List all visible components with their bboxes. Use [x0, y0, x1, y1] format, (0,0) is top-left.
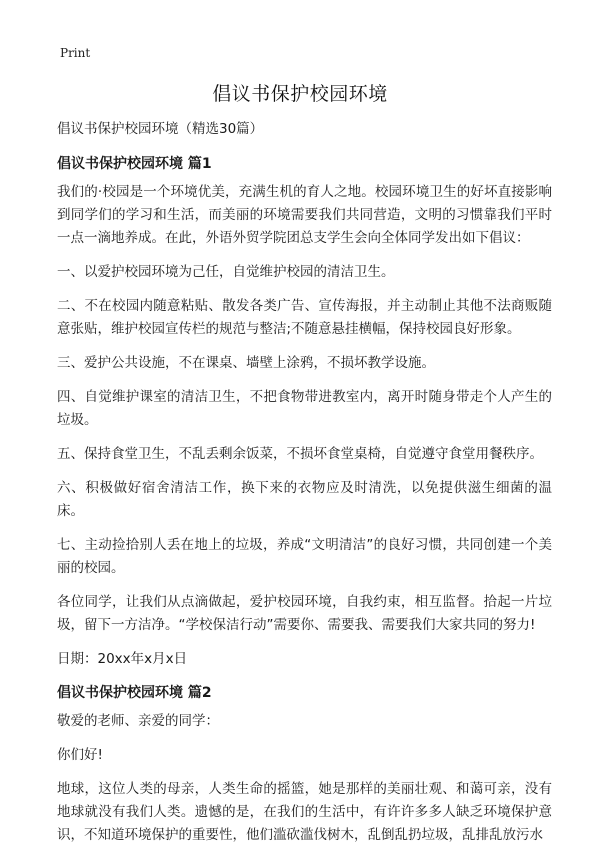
- paragraph-item-1: 一、以爱护校园环境为己任，自觉维护校园的清洁卫生。: [57, 264, 395, 280]
- paragraph-closing: 各位同学，让我们从点滴做起，爱护校园环境，自我约束，相互监督。拾起一片垃圾，留下一方洁净。“学校保洁行动”需要你、需要我、需要我们大家共同的努力!: [57, 594, 552, 633]
- print-label: Print: [60, 46, 91, 60]
- paragraph-date: 日期：20xx年x月x日: [57, 651, 188, 667]
- paragraph-intro: 我们的·校园是一个环境优美，充满生机的育人之地。校园环境卫生的好坏直接影响到同学们的学习和生活，而美丽的环境需要我们共同营造，文明的习惯靠我们平时一点一滴地养成。在此，外语外贸学院团总支学生会向全体同学发出如下倡议：: [57, 184, 552, 246]
- paragraph-salutation: 敬爱的老师、亲爱的同学：: [57, 713, 219, 729]
- paragraph-item-7: 七、主动捡拾别人丢在地上的垃圾，养成“文明清洁”的良好习惯，共同创建一个美丽的校园。: [57, 537, 552, 576]
- paragraph-item-4: 四、自觉维护课室的清洁卫生，不把食物带进教室内，离开时随身带走个人产生的垃圾。: [57, 389, 552, 428]
- document-body: [57, 118, 552, 858]
- section-2: [57, 682, 552, 847]
- section-1: [57, 153, 552, 671]
- paragraph-item-5: 五、保持食堂卫生，不乱丢剩余饭菜，不损坏食堂桌椅，自觉遵守食堂用餐秩序。: [57, 446, 543, 462]
- section-heading: 倡议书保护校园环境 篇1: [57, 156, 212, 172]
- document-subtitle: 倡议书保护校园环境（精选30篇）: [57, 121, 264, 137]
- page-title: 倡议书保护校园环境: [212, 83, 388, 105]
- paragraph-item-3: 三、爱护公共设施，不在课桌、墙壁上涂鸦，不损坏教学设施。: [57, 355, 435, 371]
- paragraph-item-6: 六、积极做好宿舍清洁工作，换下来的衣物应及时清洗，以免提供滋生细菌的温床。: [57, 480, 552, 519]
- paragraph-greeting: 你们好!: [57, 747, 103, 763]
- section-heading: 倡议书保护校园环境 篇2: [57, 685, 212, 701]
- paragraph-item-2: 二、不在校园内随意粘贴、散发各类广告、宣传海报，并主动制止其他不法商贩随意张贴，维护校园宣传栏的规范与整洁;不随意悬挂横幅，保持校园良好形象。: [57, 298, 552, 337]
- paragraph-body: 地球，这位人类的母亲，人类生命的摇篮，她是那样的美丽壮观、和蔼可亲，没有地球就没有我们人类。遗憾的是，在我们的生活中，有许许多多人缺乏环境保护意识，不知道环境保护的重要性，他们滥砍滥伐树木，乱倒乱扔垃圾，乱排乱放污水: [57, 781, 552, 843]
